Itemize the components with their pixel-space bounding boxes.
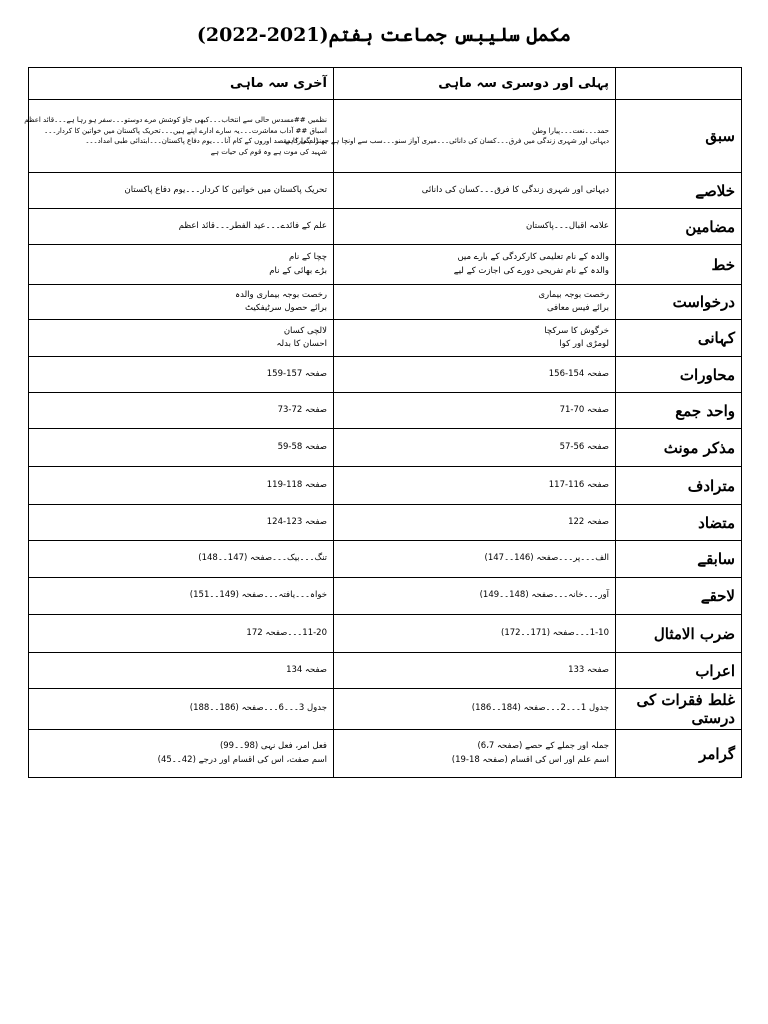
cell-line: 11-20۔۔۔صفحہ 172 [246,627,327,638]
last-quarter-cell [29,245,334,285]
row-label: درخواست [616,285,742,320]
cell-line: صفحہ 118-119 [266,479,327,490]
row-label: مترادف [616,467,742,505]
cell-line: یہ زندگی کا مقصد اوروں کے کام آنا۔۔۔یوم دفاع پاکستان۔۔۔ابتدائی طبی امداد۔۔۔ [85,137,327,145]
cell-line: والدہ کے نام تعلیمی کارکردگی کے بارے میں [457,252,609,263]
row-label: گرامر [616,730,742,778]
first-second-quarter-cell [334,578,616,615]
row-label: مذکر مونث [616,429,742,467]
first-second-quarter-cell [285,100,616,173]
cell-line: چچا کے نام [289,252,327,263]
cell-line: لالچی کسان [283,325,327,336]
last-quarter-cell [29,541,334,578]
cell-line: الف۔۔۔پر۔۔۔صفحہ (146۔۔147) [484,553,609,564]
cell-line: اسم علم اور اس کی اقسام (صفحہ 18-19) [451,754,609,765]
table-row [29,245,742,285]
table-row [29,467,742,505]
table-row [29,320,742,357]
cell-line: صفحہ 154-156 [548,368,609,379]
first-second-quarter-cell [334,505,616,541]
header-first-second-quarter: پہلی اور دوسری سہ ماہی [334,68,616,100]
last-quarter-cell [29,730,334,778]
last-quarter-cell [29,209,334,245]
last-quarter-cell [29,357,334,393]
cell-line: صفحہ 56-57 [559,441,609,452]
row-label: واحد جمع [616,393,742,429]
row-label: اعراب [616,653,742,689]
last-quarter-cell [24,100,334,173]
last-quarter-cell [29,578,334,615]
first-second-quarter-cell [334,467,616,505]
cell-line: لومڑی اور کوا [559,339,609,349]
cell-line: جملہ اور جملے کے حصے (صفحہ 6،7) [477,741,609,752]
last-quarter-cell [29,285,334,320]
cell-line: صفحہ 123-124 [266,516,327,527]
first-second-quarter-cell [334,730,616,778]
cell-line: خواہ۔۔۔یافتہ۔۔۔صفحہ (149۔۔151) [189,590,327,601]
cell-line: اسم صفت، اس کی اقسام اور درجے (42۔۔45) [157,754,327,765]
first-second-quarter-cell [334,393,616,429]
last-quarter-cell [29,173,334,209]
cell-line: جدول 1۔۔۔2۔۔۔صفحہ (184۔۔186) [471,703,609,714]
cell-line: رخصت بوجہ بیماری والدہ [235,289,327,300]
table-row [29,505,742,541]
page-title: مکمل سلیبس جماعت ہفتم(2021-2022) [196,24,572,46]
table-row [29,285,742,320]
table-row [29,615,742,653]
table-row [29,578,742,615]
table-row [29,689,742,730]
table-row [29,541,742,578]
row-label: خط [616,245,742,285]
cell-line: صفحہ 122 [568,516,609,527]
first-second-quarter-cell [334,245,616,285]
cell-line: 1-10۔۔۔صفحہ (171۔۔172) [500,627,609,638]
last-quarter-cell [29,393,334,429]
last-quarter-cell [29,505,334,541]
cell-line: آور۔۔۔خانہ۔۔۔صفحہ (148۔۔149) [479,590,609,601]
cell-line: صفحہ 157-159 [266,368,327,379]
cell-line: برائے حصول سرٹیفکیٹ [244,303,327,313]
cell-line: تنگ۔۔۔بیک۔۔۔صفحہ (147۔۔148) [198,553,327,564]
first-second-quarter-cell [334,615,616,653]
table-row [29,653,742,689]
cell-line: اسباق ## آداب معاشرت۔۔۔یہ سارے ادارے اپنے ہیں۔۔۔تحریک پاکستان میں خواتین کا کردار۔۔۔ [44,126,327,135]
last-quarter-cell [29,653,334,689]
table-row [29,429,742,467]
table-row [29,357,742,393]
cell-line: خرگوش کا سرکچا [544,325,609,336]
table-header-row [29,68,742,100]
last-quarter-cell [29,467,334,505]
row-label: محاورات [616,357,742,393]
table-row [29,393,742,429]
cell-line: نظمیں ##مسدس حالی سے انتخاب۔۔۔کبھی جاؤ کوشش مرے دوستو۔۔۔سفر ہو رہا ہے۔۔۔قائد اعظم [24,116,327,124]
row-label: ضرب الامثال [616,615,742,653]
table-row [29,730,742,778]
row-label: خلاصے [616,173,742,209]
header-label-column [616,68,742,100]
cell-line: حمد۔۔۔نعت۔۔۔پیارا وطن [532,126,609,135]
row-label: متضاد [616,505,742,541]
syllabus-table [24,67,742,778]
row-label: غلط فقرات کی درستی [616,689,742,730]
cell-line: علم کے فائدے۔۔۔عید الفطر۔۔۔قائد اعظم [178,220,327,231]
cell-line: رخصت بوجہ بیماری [538,289,609,300]
first-second-quarter-cell [334,285,616,320]
first-second-quarter-cell [334,320,616,357]
row-label: مضامین [616,209,742,245]
first-second-quarter-cell [334,429,616,467]
cell-line: صفحہ 70-71 [559,404,609,415]
cell-line: والدہ کے نام تفریحی دورے کی اجازت کے لیے [453,265,609,276]
first-second-quarter-cell [334,209,616,245]
cell-line: صفحہ 134 [286,664,327,675]
cell-line: بڑے بھائی کے نام [269,265,327,276]
cell-line: برائے فیس معافی [546,303,609,313]
row-label: سبق [616,100,742,173]
last-quarter-cell [29,689,334,730]
cell-line: صفحہ 116-117 [548,479,609,490]
cell-line: احسان کا بدلہ [276,339,327,349]
cell-line: صفحہ 133 [568,664,609,675]
first-second-quarter-cell [334,689,616,730]
table-row [29,209,742,245]
first-second-quarter-cell [334,173,616,209]
cell-line: دیہاتی اور شہری زندگی میں فرق۔۔۔کسان کی دانائی۔۔۔میری آواز سنو۔۔۔سب سے اونچا ہے جھنڈا ہمارا ہے [285,137,609,145]
row-label: سابقے [616,541,742,578]
table-row [29,173,742,209]
cell-line: دیہاتی اور شہری زندگی کا فرق۔۔۔کسان کی دانائی [421,184,609,195]
row-label: کہانی [616,320,742,357]
first-second-quarter-cell [334,357,616,393]
cell-line: فعل امر، فعل نہی (98۔۔99) [219,741,327,752]
last-quarter-cell [29,429,334,467]
last-quarter-cell [29,320,334,357]
cell-line: شہید کی موت ہے وہ قوم کی حیات ہے [210,147,327,156]
cell-line: جدول 3۔۔۔6۔۔۔صفحہ (186۔۔188) [189,703,327,714]
first-second-quarter-cell [334,653,616,689]
first-second-quarter-cell [334,541,616,578]
cell-line: علامہ اقبال۔۔۔پاکستان [525,220,609,231]
cell-line: صفحہ 72-73 [277,404,327,415]
header-last-quarter: آخری سہ ماہی [29,68,334,100]
cell-line: تحریک پاکستان میں خواتین کا کردار۔۔۔یوم دفاع پاکستان [124,184,327,195]
row-label: لاحقے [616,578,742,615]
last-quarter-cell [29,615,334,653]
cell-line: صفحہ 58-59 [277,441,327,452]
table-row [29,100,742,173]
